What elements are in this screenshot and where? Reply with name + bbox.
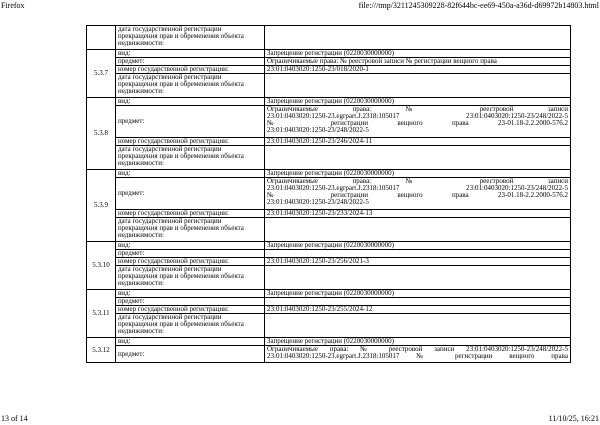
subject-line: 23:01:0403020:1250-23.egrpart.J.2318:105017 № регистрации вещного права: [267, 352, 568, 360]
subject-value: [265, 178, 571, 210]
type-value: Запрещение регистрации (0220030000000): [265, 338, 571, 346]
page-url: file:///tmp/3211245309228-82f644bc-ee69-450a-a36d-d69972b14803.html: [358, 1, 599, 10]
table-row: [87, 146, 571, 170]
registration-end-date-value: [265, 314, 571, 338]
table-row: [87, 314, 571, 338]
entry-number: 5.3.11: [87, 290, 116, 338]
subject-line: 23:01:0403020:1250-23.egrpart.J.2318:105017 23:01:0403020:1250-23/248/2022-5: [267, 112, 568, 120]
registry-table: [86, 25, 571, 363]
entry-number: 5.3.9: [87, 170, 116, 242]
type-label: вид:: [116, 338, 265, 346]
table-row: [87, 58, 571, 66]
subject-line: 23:01:0403020:1250-23.egrpart.J.2318:105017 23:01:0403020:1250-23/248/2022-5: [267, 184, 568, 192]
type-value: Запрещение регистрации (0220030000000): [265, 290, 571, 298]
browser-app-name: Firefox: [1, 1, 25, 10]
print-datetime: 11/10/25, 16:21: [548, 414, 599, 423]
registration-end-date-label: дата государственной регистрации прекращения прав и обременения объекта недвижимости:: [116, 146, 265, 170]
registration-end-date-label: дата государственной регистрации прекращения прав и обременения объекта недвижимости:: [116, 218, 265, 242]
table-row: [87, 50, 571, 58]
registration-end-date-value: [265, 218, 571, 242]
registration-number-value: 23:01:0403020:1250-23/256/2021-3: [265, 258, 571, 266]
table-row: [87, 26, 571, 50]
entry-number: 5.3.12: [87, 338, 116, 363]
registration-end-date-label: дата государственной регистрации прекращения прав и обременения объекта недвижимости:: [116, 266, 265, 290]
table-row: [87, 346, 571, 363]
registration-end-date-label: дата государственной регистрации прекращения прав и обременения объекта недвижимости:: [116, 26, 265, 50]
table-row: [87, 170, 571, 178]
registration-number-value: 23:01:0403020:1250-23/246/2024-11: [265, 138, 571, 146]
registration-number-value: 23:01:0403020:1250-23/018/2020-1: [265, 66, 571, 74]
type-value: Запрещение регистрации (0220030000000): [265, 50, 571, 58]
subject-line: 23:01:0403020:1250-23/248/2022-5: [267, 126, 369, 134]
subject-line: Ограничиваемые права: № реестровой записи: [267, 105, 568, 113]
registration-number-label: номер государственной регистрации:: [116, 210, 265, 218]
registration-end-date-label: дата государственной регистрации прекращения прав и обременения объекта недвижимости:: [116, 74, 265, 98]
subject-label: предмет:: [116, 106, 265, 138]
subject-label: предмет:: [116, 178, 265, 210]
type-label: вид:: [116, 50, 265, 58]
table-row: [87, 338, 571, 346]
type-label: вид:: [116, 290, 265, 298]
table-row: [87, 74, 571, 98]
table-row: [87, 258, 571, 266]
registration-number-value: 23:01:0403020:1250-23/233/2024-13: [265, 210, 571, 218]
type-value: Запрещение регистрации (0220030000000): [265, 98, 571, 106]
table-row: [87, 266, 571, 290]
registration-number-label: номер государственной регистрации:: [116, 306, 265, 314]
entry-number: 5.3.7: [87, 50, 116, 98]
subject-line: Ограничиваемые права: № реестровой записи: [267, 177, 568, 185]
registration-end-date-value: [265, 74, 571, 98]
type-label: вид:: [116, 170, 265, 178]
type-value: Запрещение регистрации (0220030000000): [265, 170, 571, 178]
table-row: [87, 210, 571, 218]
registration-number-label: номер государственной регистрации:: [116, 138, 265, 146]
subject-line: Ограничиваемые права: № реестровой записи 23:01:0403020:1250-23/248/2022-5: [267, 345, 568, 353]
subject-value: [265, 106, 571, 138]
subject-line: 23:01:0403020:1250-23/248/2022-5: [267, 198, 369, 206]
table-row: [87, 290, 571, 298]
table-row: [87, 250, 571, 258]
subject-value: [265, 250, 571, 258]
page-counter: 13 of 14: [1, 414, 28, 423]
type-label: вид:: [116, 242, 265, 250]
subject-label: предмет:: [116, 346, 265, 363]
subject-value: Ограничиваемые права: № реестровой записи № регистрации вещного права: [265, 58, 571, 66]
registration-end-date-value: [265, 26, 571, 50]
table-row: [87, 98, 571, 106]
table-row: [87, 178, 571, 210]
table-row: [87, 306, 571, 314]
subject-label: предмет:: [116, 58, 265, 66]
subject-value: [265, 346, 571, 363]
registration-end-date-value: [265, 146, 571, 170]
entry-number: [87, 26, 116, 50]
entry-number: 5.3.10: [87, 242, 116, 290]
table-row: [87, 106, 571, 138]
table-row: [87, 298, 571, 306]
table-row: [87, 138, 571, 146]
table-row: [87, 242, 571, 250]
registration-number-label: номер государственной регистрации:: [116, 258, 265, 266]
type-value: Запрещение регистрации (0220030000000): [265, 242, 571, 250]
subject-line: № регистрации вещного права 23-01.18-2.2.2000-576.2: [267, 119, 568, 127]
subject-line: № регистрации вещного права 23-01.18-2.2.2000-576.2: [267, 191, 568, 199]
table-row: [87, 66, 571, 74]
entry-number: 5.3.8: [87, 98, 116, 170]
subject-label: предмет:: [116, 298, 265, 306]
registration-number-label: номер государственной регистрации:: [116, 66, 265, 74]
subject-label: предмет:: [116, 250, 265, 258]
registration-end-date-value: [265, 266, 571, 290]
registration-number-value: 23:01:0403020:1250-23/255/2024-12: [265, 306, 571, 314]
subject-value: [265, 298, 571, 306]
table-row: [87, 218, 571, 242]
type-label: вид:: [116, 98, 265, 106]
registration-end-date-label: дата государственной регистрации прекращения прав и обременения объекта недвижимости:: [116, 314, 265, 338]
